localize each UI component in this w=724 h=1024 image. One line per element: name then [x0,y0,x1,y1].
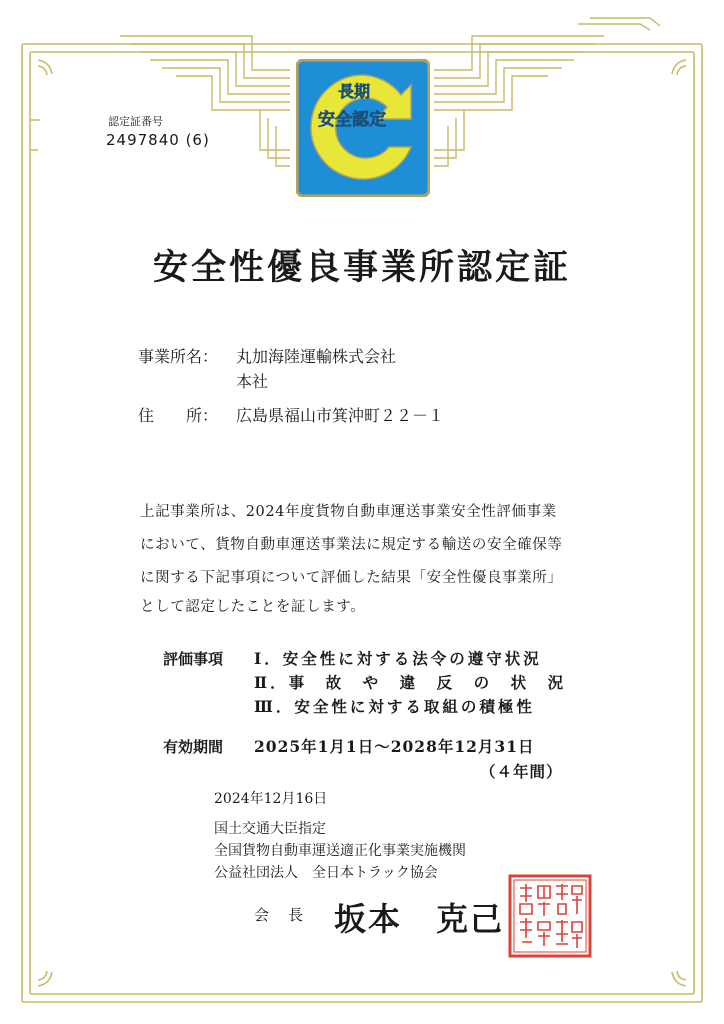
evaluation-item: Ⅲ．安全性に対する取組の積極性 [254,697,535,716]
official-seal-stamp [508,874,592,958]
certificate-title: 安全性優良事業所認定証 [152,247,571,288]
long-term-safety-logo [296,59,430,197]
logo-text-line1: 長期 [338,82,371,101]
issuer-line2: 全国貨物自動車運送適正化事業実施機関 [214,843,466,859]
issue-date: 2024年12月16日 [214,791,328,807]
evaluation-item: Ⅰ．安全性に対する法令の遵守状況 [254,649,542,668]
logo-text-line2: 安全認定 [318,110,386,130]
issuer-line1: 国土交通大臣指定 [214,821,326,837]
office-branch: 本社 [236,372,269,391]
certificate-number-label: 認定証番号 [108,115,163,128]
validity-label: 有効期間 [163,738,224,756]
validity-period: 2025年1月1日～2028年12月31日 [254,737,535,756]
address-label: 住 所： [138,406,219,425]
president-name: 坂本 克己 [334,900,505,938]
statement-line: において、貨物自動車運送事業法に規定する輸送の安全確保等 [140,537,563,553]
validity-duration: （４年間） [480,762,563,781]
address: 広島県福山市箕沖町２２－１ [236,406,445,425]
evaluation-label: 評価事項 [163,650,224,668]
office-name-label: 事業所名： [138,347,219,366]
certificate-number: 2497840 (6) [106,131,210,149]
statement-line: 上記事業所は、2024年度貨物自動車運送事業安全性評価事業 [140,504,557,520]
issuer-line3: 公益社団法人 全日本トラック協会 [214,865,438,881]
statement-line: に関する下記事項について評価した結果「安全性優良事業所」 [140,570,563,586]
president-title: 会 長 [254,906,306,924]
statement-line: として認定したことを証します。 [140,599,366,615]
evaluation-item: Ⅱ．事 故 や 違 反 の 状 況 [254,673,567,692]
office-name: 丸加海陸運輸株式会社 [236,347,397,366]
